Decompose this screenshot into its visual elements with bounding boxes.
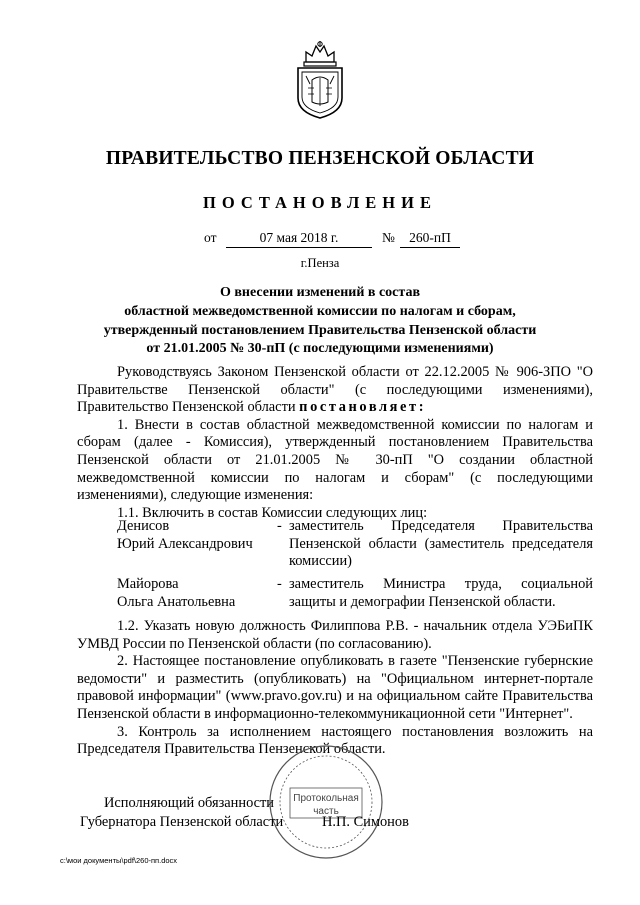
government-title: ПРАВИТЕЛЬСТВО ПЕНЗЕНСКОЙ ОБЛАСТИ [105, 148, 535, 169]
member-surname: Майорова [117, 576, 179, 592]
stamp-line: часть [313, 806, 339, 817]
member-position: заместитель Председателя Правительства Пензенской области (заместитель председателя комиссии) [289, 518, 593, 570]
document-body [77, 364, 593, 522]
paragraph-2: 2. Настоящее постановление опубликовать в газете "Пензенские губернские ведомости" и разместить (опубликовать) на "Официальном интернет-портале правовой информации" (www.pravo.gov.ru) и на официальном сайте Правительства Пензенской области в информационно-телекоммуникационной сети "Интернет". [77, 653, 593, 722]
member-given-names: Ольга Анатольевна [117, 593, 236, 610]
document-subject [80, 284, 560, 359]
member-position: заместитель Министра труда, социальной защиты и демографии Пензенской области. [289, 576, 593, 610]
paragraph-3: 3. Контроль за исполнением настоящего постановления возложить на Председателя Правительства Пензенской области. [77, 723, 593, 758]
signatory-title-line2: Губернатора Пензенской области [80, 814, 284, 830]
member-surname: Денисов [117, 518, 170, 534]
preamble-text: Руководствуясь Законом Пензенской области от 22.12.2005 № 906-ЗПО "О Правительстве Пензенской области" (с последующими изменениями), Правительство Пензенской области [77, 364, 593, 416]
signatory-name: Н.П. Симонов [322, 814, 409, 830]
member-given-names: Юрий Александрович [117, 535, 253, 552]
number-prefix: № [382, 230, 395, 245]
date-prefix: от [204, 230, 217, 245]
subject-line: от 21.01.2005 № 30-пП (с последующими изменениями) [146, 341, 494, 357]
paragraph-1-2: 1.2. Указать новую должность Филиппова Р.В. - начальник отдела УЭБиПК УМВД России по Пензенской области (по согласованию). [77, 618, 593, 652]
city: г.Пенза [300, 256, 340, 270]
preamble-paragraph [77, 364, 593, 417]
member-name [117, 576, 297, 611]
member-dash: - [277, 518, 282, 534]
stamp-line: Протокольная [293, 793, 359, 804]
member-dash: - [277, 576, 282, 592]
file-path-footer: c:\мои документы\pdf\260-пп.docx [60, 856, 178, 865]
member-name [117, 518, 297, 553]
subject-line: О внесении изменений в состав [219, 285, 421, 300]
document-type: ПОСТАНОВЛЕНИЕ [203, 193, 437, 212]
members-list [77, 518, 593, 614]
paragraph-1: 1. Внести в состав областной межведомственной комиссии по налогам и сборам (далее - Комиссия), утвержденный постановлением Правительства Пензенской области от 21.01.2005 № 30-пП "О создании областной межведомственной комиссии по налогам и сборам" (с последующими изменениями), следующие изменения: [77, 416, 593, 504]
signatory-title-line1: Исполняющий обязанности [104, 795, 275, 811]
document-body-continued [77, 618, 593, 759]
subject-line: утвержденный постановлением Правительства Пензенской области [103, 322, 537, 338]
subject-line: областной межведомственной комиссии по налогам и сборам, [124, 303, 516, 319]
coat-of-arms-icon [292, 40, 348, 120]
decides-word: постановляет: [299, 399, 427, 416]
document-date: 07 мая 2018 г. [226, 230, 372, 248]
paragraph-1-1: 1.1. Включить в состав Комиссии следующих лиц: [117, 504, 428, 521]
document-number: 260-пП [400, 230, 460, 248]
